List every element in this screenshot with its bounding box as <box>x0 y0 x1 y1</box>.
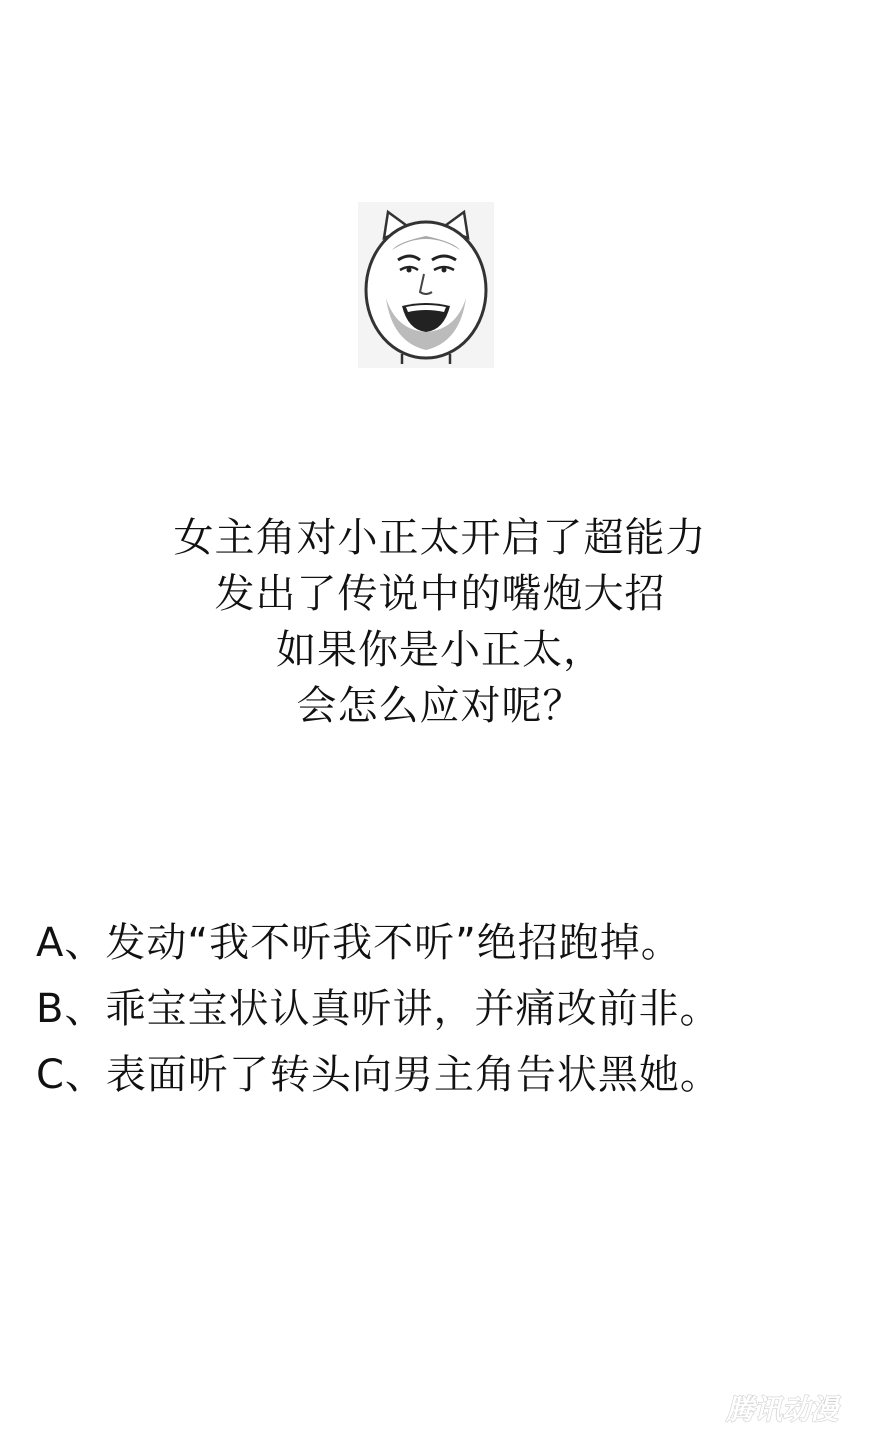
option-c: C、表面听了转头向男主角告状黑她。 <box>36 1052 721 1098</box>
question-block <box>0 510 880 734</box>
question-line-1: 女主角对小正太开启了超能力 <box>173 515 707 561</box>
meme-face-illustration <box>358 202 494 368</box>
question-line-4: 会怎么应对呢？ <box>296 683 584 729</box>
question-line-2: 发出了传说中的嘴炮大招 <box>214 571 666 617</box>
option-b: B、乖宝宝状认真听讲，并痛改前非。 <box>36 986 721 1032</box>
watermark-text: 腾讯动漫 <box>726 1393 839 1426</box>
question-line-3: 如果你是小正太， <box>276 627 604 673</box>
option-a: A、发动“我不听我不听”绝招跑掉。 <box>36 920 682 966</box>
watermark-logo <box>722 1390 858 1426</box>
watermark-logo-icon <box>722 1390 858 1426</box>
laughing-face-icon <box>358 202 494 368</box>
answer-options <box>36 910 866 1108</box>
